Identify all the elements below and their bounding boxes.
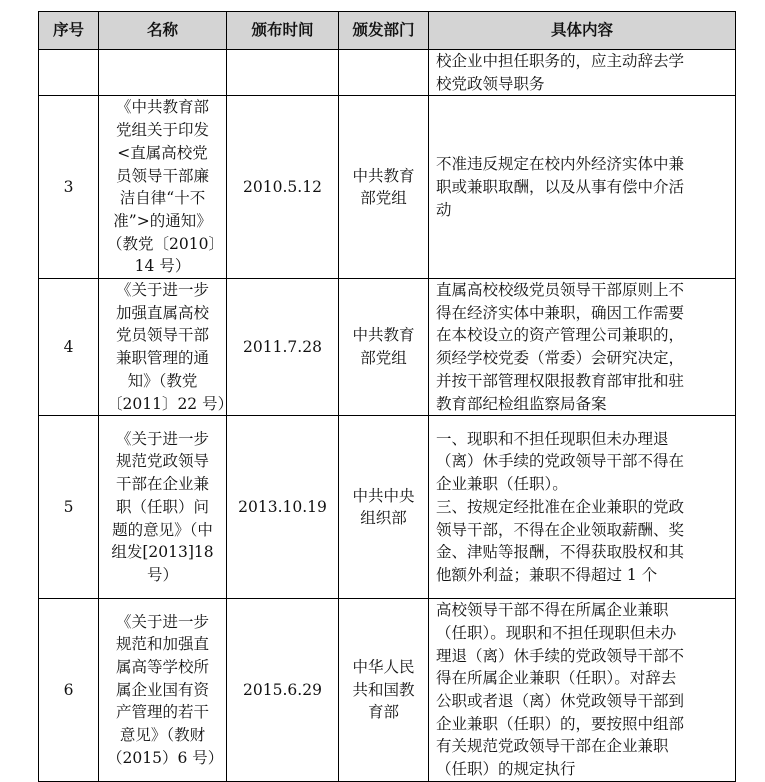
cell-name-line: 《中共教育部	[115, 98, 209, 117]
cell-content-line: 他额外利益；兼职不得超过 1 个	[436, 566, 658, 584]
cell-name-line: <直属高校党	[117, 143, 208, 162]
cell-dept-line: 部党组	[360, 189, 407, 208]
cell-content-line: （离）休手续的党政领导干部不得在	[436, 452, 685, 471]
cell-content-line: 得在所属企业兼职（任职）。对辞去	[436, 669, 677, 688]
cell-content	[429, 96, 736, 279]
cell-content-line: 一、现职和不担任现职但未办理退	[436, 429, 669, 448]
cell-content-line: 理退（离）休手续的党政领导干部不	[436, 646, 685, 665]
header-date: 颁布时间	[227, 12, 339, 50]
cell-name-line: 党组关于印发	[115, 121, 209, 140]
cell-dept-line: 中共教育	[352, 166, 415, 185]
cell-name-line: 职（任职）问	[115, 497, 209, 516]
cell-content-line: 高校领导干部不得在所属企业兼职	[436, 601, 669, 620]
table-row	[39, 96, 736, 279]
cell-dept	[339, 50, 429, 96]
cell-content-line: 三、按规定经批准在企业兼职的党政	[436, 497, 685, 516]
cell-content-line: 企业兼职（任职）。	[436, 475, 568, 494]
cell-content-line: 不准违反规定在校内外经济实体中兼	[436, 155, 685, 174]
table-row	[39, 279, 736, 416]
header-content: 具体内容	[429, 12, 736, 50]
cell-content-line: （任职）。现职和不担任现职但未办	[436, 623, 677, 642]
cell-dept-line: 中共中央	[352, 486, 415, 505]
cell-name-line: 《关于进一步	[115, 429, 209, 448]
cell-content-line: 直属高校校级党员领导干部原则上不	[436, 281, 685, 300]
cell-name	[99, 96, 227, 279]
cell-no: 4	[39, 279, 99, 416]
cell-name	[99, 599, 227, 782]
cell-name-line: （教党〔2010〕	[107, 234, 224, 253]
cell-name-line: 属企业国有资	[115, 680, 209, 699]
cell-name-line: 规范党政领导	[115, 452, 209, 471]
cell-content-line: 金、津贴等报酬，不得获取股权和其	[436, 543, 685, 562]
cell-name-line: 属高等学校所	[115, 658, 209, 676]
cell-content-line: 有关规范党政领导干部在企业兼职	[436, 737, 669, 756]
cell-dept	[339, 599, 429, 782]
cell-name	[99, 279, 234, 416]
cell-dept-line: 中共教育	[352, 326, 415, 345]
cell-name-line: 准”>的通知》	[113, 211, 212, 230]
cell-content-line: 企业兼职（任职）的，要按照中组部	[436, 714, 685, 733]
cell-content	[429, 599, 736, 782]
cell-dept	[339, 279, 429, 416]
cell-name-line: 洁自律“十不	[119, 189, 206, 208]
cell-content-line: 领导干部，不得在企业领取薪酬、奖	[436, 520, 685, 539]
cell-content-line: 须经学校党委（常委）会研究决定，	[436, 349, 685, 368]
cell-content-line: 得在经济实体中兼职，确因工作需要	[436, 303, 685, 322]
cell-no	[39, 50, 99, 96]
header-no: 序号	[39, 12, 99, 50]
cell-content	[429, 279, 736, 416]
cell-content-line: （任职）的规定执行	[436, 760, 576, 779]
regulations-table-wrapper	[38, 11, 736, 782]
header-name: 名称	[99, 12, 227, 50]
cell-dept-line: 部党组	[360, 349, 407, 368]
cell-content-line: 校企业中担任职务的，应主动辞去学	[436, 52, 685, 70]
table-row	[39, 50, 736, 96]
cell-name-line: （2015）6 号）	[107, 748, 224, 767]
cell-content-line: 在本校设立的资产管理公司兼职的，	[436, 326, 685, 345]
cell-name-line: 号）	[146, 566, 178, 584]
cell-name-line: 干部在企业兼	[115, 475, 209, 494]
cell-name-line: 《关于进一步	[115, 612, 209, 631]
cell-no: 6	[39, 599, 99, 782]
cell-content-line: 校党政领导职务	[436, 74, 545, 93]
cell-content	[429, 50, 736, 96]
cell-name-line: 意见》（教财	[119, 726, 206, 745]
cell-no: 3	[39, 96, 99, 279]
cell-dept-line: 中华人民	[352, 658, 415, 676]
cell-date: 2013.10.19	[227, 416, 339, 599]
cell-name-line: 党员领导干部	[115, 326, 209, 345]
cell-name-line: 题的意见》（中	[112, 520, 213, 539]
cell-content-line: 职或兼职取酬，以及从事有偿中介活	[436, 177, 685, 196]
table-row	[39, 599, 736, 782]
cell-name-line: 组发[2013]18	[111, 543, 214, 562]
cell-content-line: 教育部纪检组监察局备案	[436, 394, 607, 413]
cell-name-line: 兼职管理的通	[115, 349, 209, 368]
table-body	[39, 50, 736, 782]
cell-date	[227, 50, 339, 96]
table-row	[39, 416, 736, 599]
cell-name-line: 知》（教党	[127, 371, 198, 390]
table-header-row	[39, 12, 736, 50]
header-dept: 颁发部门	[339, 12, 429, 50]
cell-content-line: 公职或者退（离）休党政领导干部到	[436, 692, 685, 711]
cell-content	[429, 416, 736, 599]
cell-dept	[339, 96, 429, 279]
cell-name-line: 规范和加强直	[115, 635, 209, 654]
cell-date: 2015.6.29	[227, 599, 339, 782]
cell-name-line: 《关于进一步	[115, 281, 209, 300]
cell-content-line: 并按干部管理权限报教育部审批和驻	[436, 371, 685, 390]
cell-dept-line: 共和国教	[352, 680, 415, 699]
cell-name-line: 14 号）	[134, 257, 191, 276]
cell-date: 2010.5.12	[227, 96, 339, 279]
cell-dept-line: 育部	[367, 703, 399, 722]
cell-name	[99, 416, 227, 599]
cell-dept-line: 组织部	[360, 509, 407, 528]
cell-name-line: 产管理的若干	[115, 703, 209, 722]
cell-no: 5	[39, 416, 99, 599]
cell-name-line: 〔2011〕22 号）	[107, 394, 234, 413]
regulations-table	[38, 11, 736, 782]
cell-content-line: 动	[436, 200, 452, 219]
cell-name-line: 加强直属高校	[115, 303, 209, 322]
cell-dept	[339, 416, 429, 599]
cell-date: 2011.7.28	[227, 279, 339, 416]
cell-name-line: 员领导干部廉	[115, 166, 209, 185]
cell-name	[99, 50, 227, 96]
